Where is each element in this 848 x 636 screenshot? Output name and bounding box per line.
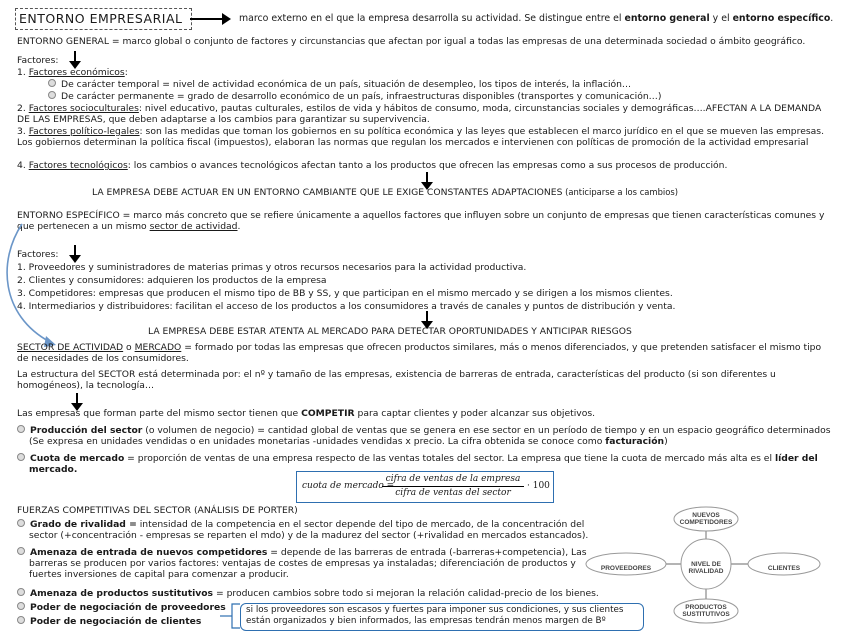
factor-economicos-temporal: De carácter temporal = nivel de actividad económica de un país, situación de desempleo, los tipos de interés, la inflación… <box>48 79 631 90</box>
especifico-definition: ENTORNO ESPECÍFICO = marco más concreto que se refiere únicamente a aquellos factores que influyen sobre un conjunto de empresas que tienen características comunes y que pertenecen a un mismo sector de actividad. <box>17 210 825 233</box>
bullet-icon <box>48 91 56 99</box>
entorno-definition: marco externo en el que la empresa desarrolla su actividad. Se distingue entre el entorno general y el entorno específico. <box>239 13 834 24</box>
diagram-node-clientes: CLIENTES <box>767 564 801 572</box>
bullet-icon <box>17 602 25 610</box>
general-conclusion: LA EMPRESA DEBE ACTUAR EN UN ENTORNO CAMBIANTE QUE LE EXIGE CONSTANTES ADAPTACIONES (anticiparse a los cambios) <box>92 187 678 198</box>
bullet-icon <box>17 616 25 624</box>
sector-compete: Las empresas que forman parte del mismo sector tienen que COMPETIR para captar clientes y poder alcanzar sus objetivos. <box>17 408 596 419</box>
curved-connector-arrow-icon <box>0 220 70 350</box>
especifico-factor-2: 2. Clientes y consumidores: adquieren los productos de la empresa <box>17 275 327 286</box>
factor-politico-legales: 3. Factores político-legales: son las medidas que toman los gobiernos en su política económica y las leyes que establecen el marco jurídico en el que se mueven las empresas. Los gobiernos determinan la política fiscal (impuestos), elaboran las normas que regulan los mercados e intervienen con políticas de promoción de la actividad empresarial <box>17 126 824 149</box>
diagram-node-productos-sustitutivos: PRODUCTOS SUSTITUTIVOS <box>682 604 730 618</box>
negociacion-callout: si los proveedores son escasos y fuertes para imponer sus condiciones, y sus clientes están organizados y bien informados, las empresas tendrán menos margen de Bº <box>240 603 644 631</box>
diagram-node-rivalidad: NIVEL DE RIVALIDAD <box>688 561 724 575</box>
factor-socioculturales: 2. Factores socioculturales: nivel educativo, pautas culturales, estilos de vida y hábitos de consumo, moda, circunstancias sociales y demográficas….AFECTAN A LA DEMANDA DE LAS EMPRESAS, que deben adaptarse a los cambios para garantizar su supervivencia. <box>17 103 822 126</box>
bullet-icon <box>17 547 25 555</box>
porter-sustitutivos: Amenaza de productos sustitutivos = producen cambios sobre todo si mejoran la relación calidad-precio de los bienes. <box>17 588 599 599</box>
porter-proveedores: Poder de negociación de proveedores <box>17 602 226 613</box>
porter-clientes: Poder de negociación de clientes <box>17 616 201 627</box>
factor-economicos: 1. Factores económicos: <box>17 67 128 78</box>
porter-nuevos-competidores: Amenaza de entrada de nuevos competidores = depende de las barreras de entrada (-barreras+competencia), Las barreras se producen por varios factores: ventajas de costes de empresas ya instaladas; diferenciación de productos y fuertes inversiones de capital para comenzar a producir. <box>17 547 609 581</box>
general-definition: ENTORNO GENERAL = marco global o conjunto de factores y circunstancias que afectan por igual a todas las empresas de una determinada sociedad o ámbito geográfico. <box>17 36 806 47</box>
cuota-mercado: Cuota de mercado = proporción de ventas de una empresa respecto de las ventas totales del sector. La empresa que tiene la cuota de mercado más alta es el líder del mercado. <box>17 453 844 475</box>
especifico-factor-3: 3. Competidores: empresas que producen el mismo tipo de BB y SS, y que participan en el mismo mercado y se dirigen a los mismos clientes. <box>17 288 673 299</box>
diagram-node-nuevos-competidores: NUEVOS COMPETIDORES <box>679 512 733 526</box>
bullet-icon <box>17 425 25 433</box>
page-title: ENTORNO EMPRESARIAL <box>15 8 192 30</box>
especifico-conclusion: LA EMPRESA DEBE ESTAR ATENTA AL MERCADO PARA DETECTAR OPORTUNIDADES Y ANTICIPAR RIESGOS <box>148 326 632 337</box>
bullet-icon <box>48 79 56 87</box>
bullet-icon <box>17 588 25 596</box>
diagram-node-proveedores: PROVEEDORES <box>600 564 652 572</box>
bullet-icon <box>17 453 25 461</box>
produccion-sector: Producción del sector (o volumen de negocio) = cantidad global de ventas que se genera en ese sector en un período de tiempo y en un espacio geográfico determinados (Se expresa en unidades vendidas o en unidades monetarias -unidades vendidas x precio. La cifra obtenida se conoce como facturación) <box>17 425 844 447</box>
especifico-factor-4: 4. Intermediarios y distribuidores: facilitan el acceso de los productos a los consumidores a través de canales y puntos de distribución y venta. <box>17 301 676 312</box>
especifico-factor-1: 1. Proveedores y suministradores de materias primas y otros recursos necesarios para la actividad productiva. <box>17 262 527 273</box>
sector-definition: SECTOR DE ACTIVIDAD o MERCADO = formado por todas las empresas que ofrecen productos similares, más o menos diferenciados, y que pretenden satisfacer el mismo tipo de necesidades de los consumidores. <box>17 342 822 365</box>
sector-structure: La estructura del SECTOR está determinada por: el nº y tamaño de las empresas, existencia de barreras de entrada, características del producto (si son diferentes u homogéneos), la tecnología… <box>17 369 776 392</box>
especifico-factores-label: Factores: <box>17 249 59 260</box>
cuota-formula: cuota de mercado = cifra de ventas de la empresa cifra de ventas del sector · 100 <box>296 471 554 503</box>
arrow-right-icon <box>190 12 232 26</box>
porter-title: FUERZAS COMPETITIVAS DEL SECTOR (ANÁLISIS DE PORTER) <box>17 505 298 516</box>
factor-economicos-permanente: De carácter permanente = grado de desarrollo económico de un país, infraestructuras disponibles (transportes y comunicación…) <box>48 91 661 102</box>
general-factores-label: Factores: <box>17 55 59 66</box>
arrow-down-icon <box>69 245 81 263</box>
factor-tecnologicos: 4. Factores tecnológicos: los cambios o avances tecnológicos afectan tanto a los productos que ofrecen las empresas como a sus procesos de producción. <box>17 160 728 171</box>
bullet-icon <box>17 519 25 527</box>
porter-rivalidad: Grado de rivalidad = intensidad de la competencia en el sector depende del tipo de mercado, de la concentración del sector (+concentración - empresas se reparten el mdo) y de la madurez del sector (+rivalidad en mercados estancados). <box>17 519 609 541</box>
